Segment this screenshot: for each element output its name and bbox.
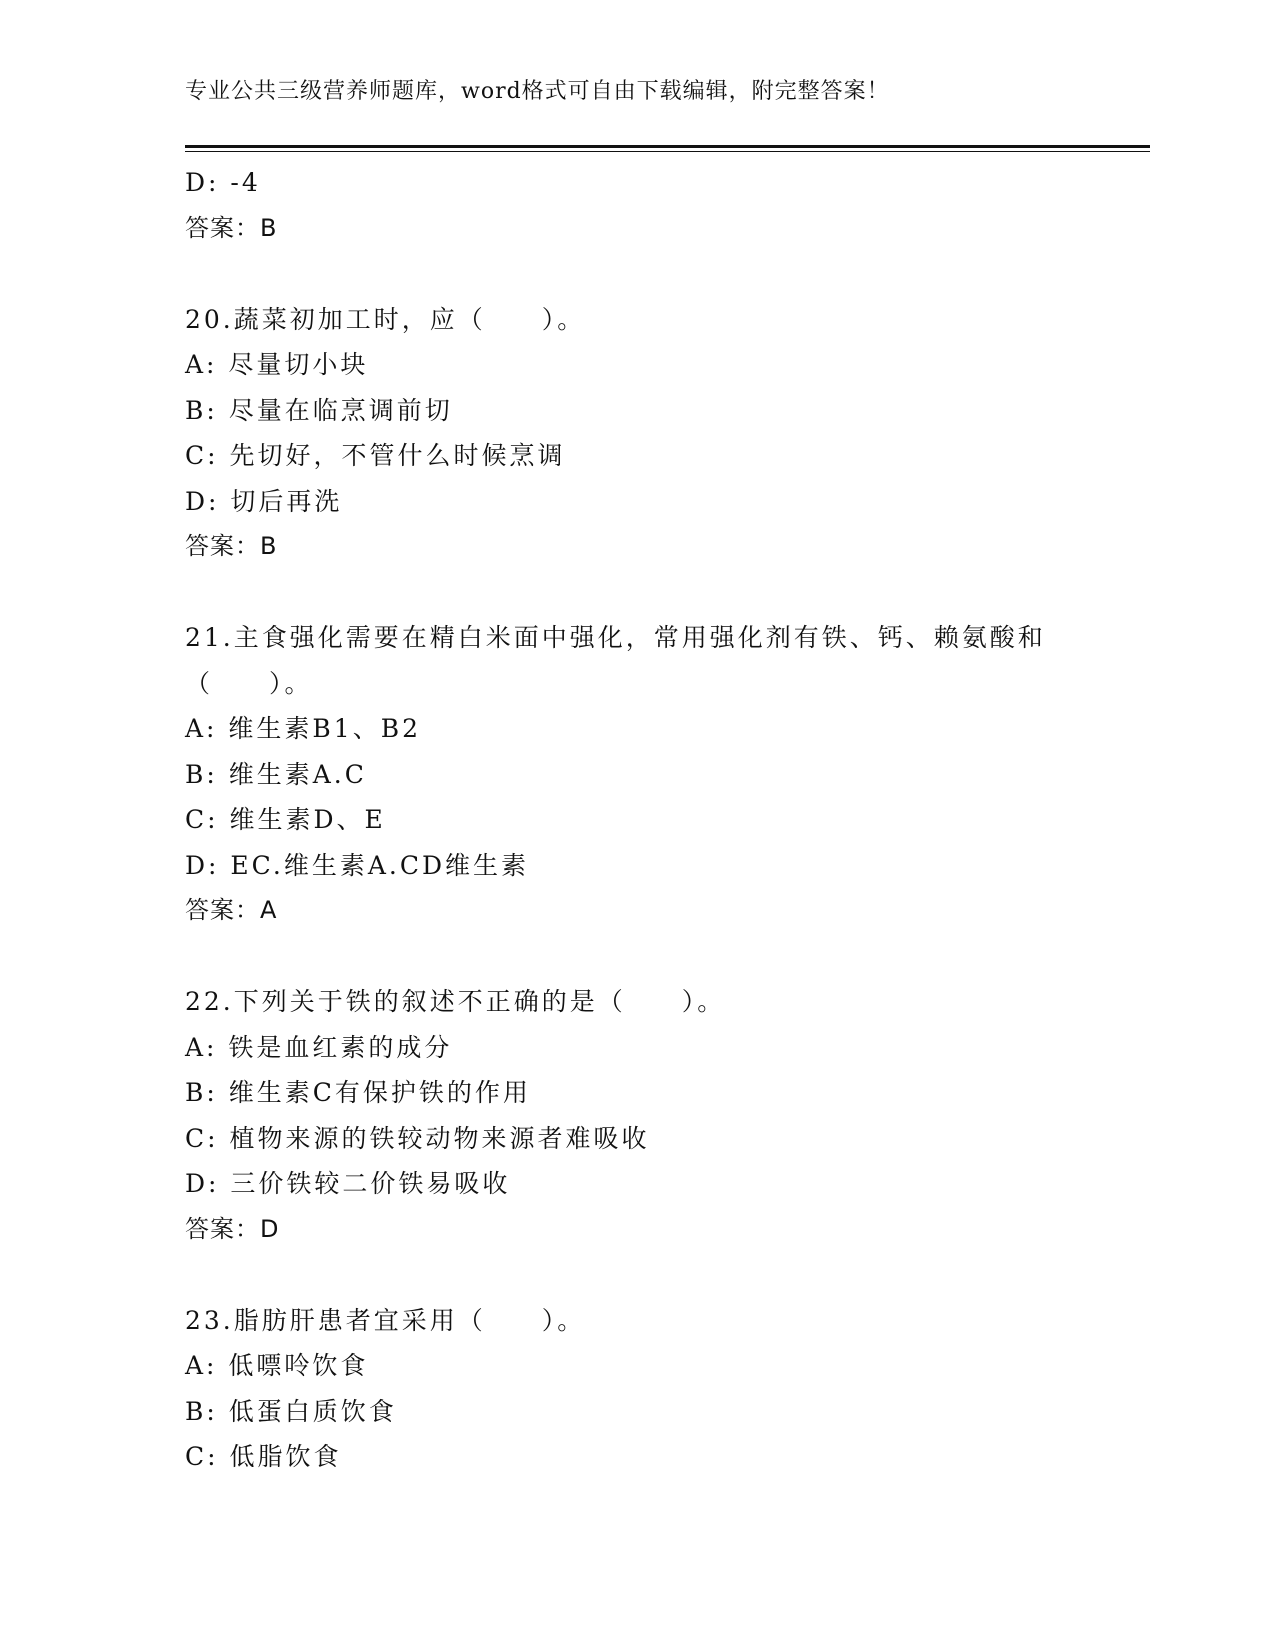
answer-line: 答案：D (185, 1214, 280, 1243)
option-c: C: 植物来源的铁较动物来源者难吸收 (185, 1123, 650, 1153)
question-stem-continuation: （ ）。 (185, 668, 313, 698)
option-d: D: 切后再洗 (185, 486, 343, 516)
question-stem: 22.下列关于铁的叙述不正确的是（ ）。 (185, 987, 726, 1016)
question-list (185, 160, 1085, 1480)
header-divider-thin (185, 151, 1150, 152)
answer-line: 答案：B (185, 532, 278, 560)
answer-line: 答案：A (185, 896, 278, 924)
header-divider-thick (185, 145, 1150, 148)
page-header: 专业公共三级营养师题库，word格式可自由下载编辑，附完整答案！ (185, 79, 890, 104)
option-b: B: 维生素C有保护铁的作用 (185, 1078, 531, 1107)
question-stem: 21.主食强化需要在精白米面中强化，常用强化剂有铁、钙、赖氨酸和 (185, 623, 1046, 652)
option-b: B: 维生素A.C (185, 759, 367, 789)
option-d: D: -4 (185, 168, 261, 197)
question-22 (185, 979, 1085, 1252)
question-stem: 20.蔬菜初加工时，应（ ）。 (185, 304, 586, 334)
option-a: A: 铁是血红素的成分 (185, 1032, 453, 1062)
option-d: D: EC.维生素A.CD维生素 (185, 850, 530, 880)
option-d: D: 三价铁较二价铁易吸收 (185, 1169, 511, 1198)
answer-line: 答案：B (185, 213, 278, 242)
option-b: B: 尽量在临烹调前切 (185, 395, 453, 425)
option-a: A: 低嘌呤饮食 (185, 1351, 369, 1380)
question-20 (185, 297, 1085, 570)
option-a: A: 尽量切小块 (185, 350, 369, 379)
question-21 (185, 615, 1085, 934)
question-23 (185, 1298, 1085, 1480)
option-a: A: 维生素B1、B2 (185, 714, 421, 743)
option-b: B: 低蛋白质饮食 (185, 1396, 397, 1426)
question-19-tail (185, 160, 1085, 251)
option-c: C: 维生素D、E (185, 805, 386, 834)
question-stem: 23.脂肪肝患者宜采用（ ）。 (185, 1305, 586, 1335)
option-c: C: 先切好，不管什么时候烹调 (185, 441, 566, 470)
option-c: C: 低脂饮食 (185, 1442, 342, 1471)
